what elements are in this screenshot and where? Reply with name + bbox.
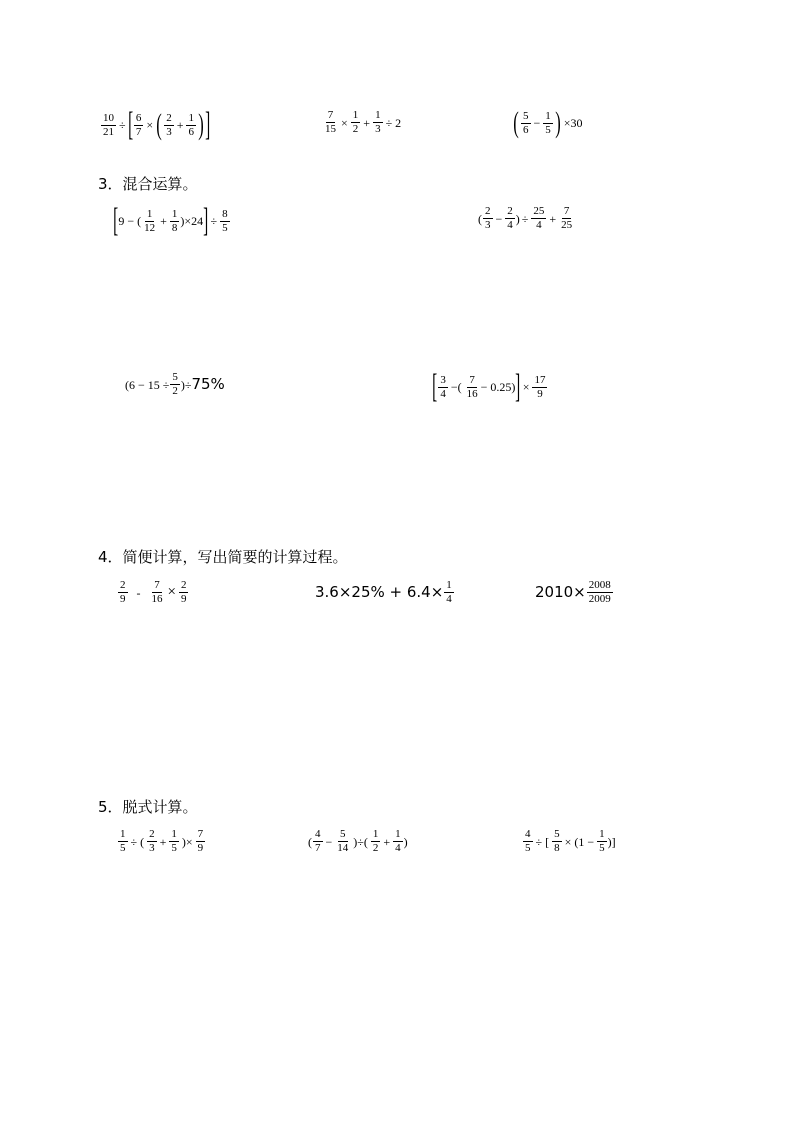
fraction: $\frac{25}{4}$ [533,205,545,231]
fraction: $\frac{3}{4}$ [440,373,446,400]
expr-4-1: $\frac{2}{9}$ - $\frac{7}{16}$ × $\frac{2}{9}$ [120,579,187,605]
fraction: $\frac{1}{5}$ [120,828,126,854]
fraction: $\frac{7}{9}$ [197,828,204,854]
fraction: $\frac{7}{25}$ [561,205,573,231]
fraction: $\frac{2}{3}$ [166,111,172,138]
expr-top-2: $\frac{7}{15}$ × $\frac{1}{2}$ + $\frac{1}{3}$ ÷ 2 [325,109,402,135]
fraction: $\frac{1}{5}$ [545,109,551,136]
fraction: $\frac{7}{16}$ [151,579,163,605]
expr-top-3: ( $\frac{5}{6}$ − $\frac{1}{5}$ ) ×30 [513,106,583,139]
fraction: $\frac{1}{2}$ [352,109,359,135]
expr-3-2: ( $\frac{2}{3}$ − $\frac{2}{4}$ ) ÷ $\frac{25}{4}$ + $\frac{7}{25}$ [478,205,573,231]
fraction: $\frac{1}{5}$ [599,828,605,854]
expr-4-2: 3.6×25% + 6.4× $\frac{1}{4}$ [315,579,452,605]
fraction: $\frac{2}{3}$ [485,205,491,231]
fraction: $\frac{5}{8}$ [554,828,560,854]
fraction: $\frac{1}{4}$ [446,579,452,605]
fraction: $\frac{5}{14}$ [337,828,349,854]
fraction: $\frac{6}{7}$ [135,111,142,138]
fraction: $\frac{7}{16}$ [466,373,478,400]
expr-4-3: 2010× $\frac{2008}{2009}$ [535,579,611,605]
fraction: $\frac{2}{9}$ [180,579,187,605]
fraction: $\frac{17}{9}$ [534,373,546,400]
section-3-heading: 3．混合运算。 [98,175,198,193]
fraction: $\frac{1}{2}$ [372,828,379,854]
expr-3-4: [ $\frac{3}{4}$ −( $\frac{7}{16}$ − 0.25) ] × $\frac{17}{9}$ [432,368,546,405]
fraction: $\frac{1}{5}$ [171,828,177,854]
fraction: $\frac{8}{5}$ [222,207,228,234]
fraction: $\frac{5}{2}$ [172,371,178,397]
expr-5-1: $\frac{1}{5}$ ÷ ( $\frac{2}{3}$ + $\frac{1}{5}$ )× $\frac{7}{9}$ [120,828,204,854]
fraction: $\frac{4}{5}$ [525,828,531,854]
fraction: $\frac{1}{8}$ [171,207,178,234]
expr-5-3: $\frac{4}{5}$ ÷ [ $\frac{5}{8}$ × (1 − $\frac{1}{5}$ )] [525,828,616,854]
expr-5-2: ( $\frac{4}{7}$ − $\frac{5}{14}$ )÷( $\frac{1}{2}$ + $\frac{1}{4}$ ) [308,828,408,854]
fraction: $\frac{10}{21}$ [103,111,114,138]
fraction: $\frac{1}{4}$ [395,828,401,854]
fraction: $\frac{1}{6}$ [188,111,194,138]
expr-3-1: [ 9 − ( $\frac{1}{12}$ + $\frac{1}{8}$ )×24 ] ÷ $\frac{8}{5}$ [113,202,228,239]
fraction: $\frac{1}{12}$ [144,207,156,234]
fraction: $\frac{2}{9}$ [120,579,126,605]
section-5-heading: 5．脱式计算。 [98,798,198,816]
fraction: $\frac{5}{6}$ [523,109,529,136]
expr-3-3: (6 − 15 ÷ $\frac{5}{2}$ )÷ 75% [125,371,225,397]
expr-top-1: $\frac{10}{21}$ ÷ [ $\frac{6}{7}$ × ( $\frac{2}{3}$ + $\frac{1}{6}$ ) ] [103,106,211,143]
fraction: $\frac{1}{3}$ [375,109,381,135]
section-4-heading: 4．简便计算，写出简要的计算过程。 [98,548,348,566]
fraction: $\frac{2008}{2009}$ [588,579,611,605]
fraction: $\frac{2}{3}$ [149,828,155,854]
fraction: $\frac{7}{15}$ [325,109,336,135]
fraction: $\frac{2}{4}$ [507,205,513,231]
fraction: $\frac{4}{7}$ [315,828,321,854]
